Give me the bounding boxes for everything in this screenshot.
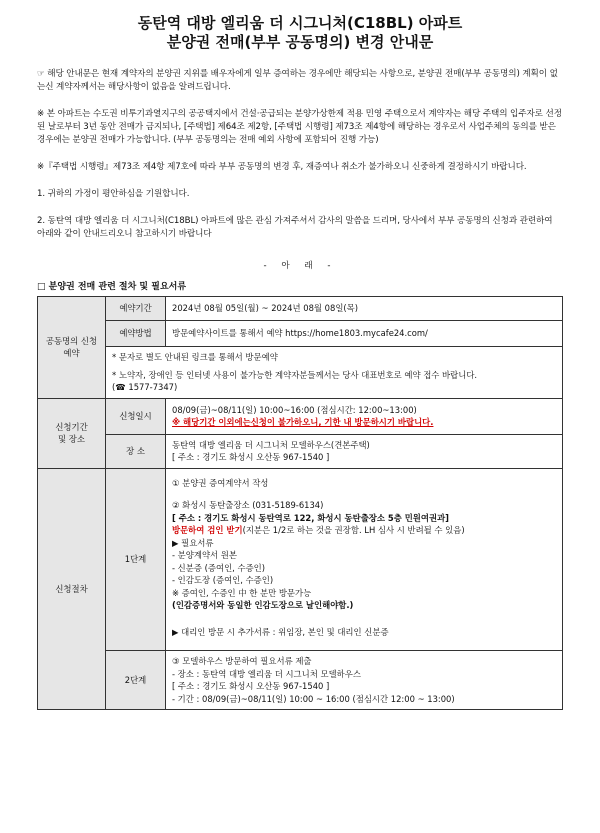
step1-line-d-red: 방문하여 검인 받기 (172, 525, 243, 535)
intro-paragraph-1: ☞ 해당 안내문은 현재 계약자의 분양권 지위를 배우자에게 일부 증여하는 경우에만 해당되는 사항으로, 분양권 전매(부부 공동명의) 계획이 없는신 계약자께서는 해당사항이 없음을 알려드립니다. (37, 69, 558, 92)
procedure-step1-label: 1단계 (106, 468, 166, 651)
reservation-method-label: 예약방법 (106, 321, 166, 347)
step1-line-d (172, 524, 556, 537)
step1-line-e: ▶ 필요서류 (172, 537, 214, 548)
intro-paragraph-2: ※ 본 아파트는 수도권 비투기과열지구의 공공택지에서 건설·공급되는 분양가상한제 적용 민영 주택으로서 계약자는 해당 주택의 입주자로 선정된 날로부터 3년 동안 전매가 금지되나, [주택법] 제64조 제2항, [주택법 시행령] 제73조 제4항에 해당하는 경우로서 사업주체의 동의를 받은 경우에는 분양권 전매가 가능합니다. (부부 공동명의는 전매 예외 사항에 포함되어 진행 가능) (37, 109, 562, 145)
reservation-notes (106, 347, 563, 399)
schedule-place-value-2: [ 주소 : 경기도 화성시 오산동 967-1540 ] (172, 452, 330, 462)
schedule-date-label: 신청일시 (106, 398, 166, 434)
step1-line-a: ① 분양권 증여계약서 작성 (172, 477, 269, 488)
procedure-outer-label: 신청절차 (38, 468, 106, 710)
reservation-method-value[interactable]: 방문예약사이트를 통해서 예약 https://home1803.mycafe24.com/ (166, 321, 563, 347)
reservation-period-value: 2024년 08월 05일(월) ~ 2024년 08월 08일(목) (166, 297, 563, 321)
schedule-outer-label-1: 신청기간 (55, 421, 88, 432)
schedule-date-value: 08/09(금)~08/11(일) 10:00~16:00 (점심시간: 12:00~13:00) (172, 404, 417, 415)
step1-line-b: ② 화성시 동탄출장소 (031-5189-6134) (172, 500, 324, 510)
step2-line-a: ③ 모델하우스 방문하여 필요서류 제출 (172, 656, 312, 666)
below-marker: - 아 래 - (263, 261, 337, 271)
reservation-period-label: 예약기간 (106, 297, 166, 321)
procedure-table (37, 296, 563, 710)
schedule-date-warning: ※ 해당기간 이외에는신청이 불가하오니, 기한 내 방문하시기 바랍니다. (172, 417, 434, 427)
step1-line-g: - 신분증 (증여인, 수증인) (172, 562, 266, 573)
reservation-outer-label: 공동명의 신청 예약 (38, 297, 106, 399)
schedule-place-label: 장 소 (106, 434, 166, 468)
step2-line-b: - 장소 : 동탄역 대방 엘리움 더 시그니처 모델하우스 (172, 668, 361, 679)
schedule-outer-label-2: 및 장소 (58, 434, 85, 444)
step1-line-h: - 인감도장 (증여인, 수증인) (172, 575, 274, 585)
procedure-step2-cell (166, 651, 563, 710)
schedule-place-cell (166, 434, 563, 468)
schedule-date-cell (166, 398, 563, 434)
schedule-outer-label (38, 398, 106, 468)
schedule-place-value-1: 동탄역 대방 엘리움 더 시그니처 모델하우스(견본주택) (172, 439, 370, 450)
procedure-step2-label: 2단계 (106, 651, 166, 710)
step1-line-d-rest: (지분은 1/2로 하는 것을 권장함. LH 심사 시 반려될 수 있음) (242, 525, 465, 535)
reservation-note-1: * 문자로 별도 안내된 링크를 통해서 방문예약 (112, 352, 278, 362)
intro-paragraph-3: ※『주택법 시행령』제73조 제4항 제7호에 따라 부부 공동명의 변경 후, 재증여나 취소가 불가하오니 신중하게 결정하시기 바랍니다. (37, 162, 527, 172)
reservation-note-2: * 노약자, 장애인 등 인터넷 사용이 불가능한 계약자분들께서는 당사 대표번호로 예약 접수 바랍니다. (112, 369, 478, 380)
step1-line-k: ▶ 대리인 방문 시 추가서류 : 위임장, 본인 및 대리인 신분증 (172, 626, 389, 637)
reservation-note-3: (☎ 1577-7347) (112, 382, 178, 392)
procedure-step1-cell (166, 468, 563, 651)
intro-paragraph-5: 2. 동탄역 대방 엘리움 더 시그니처(C18BL) 아파트에 많은 관심 가져주셔서 감사의 말씀을 드리며, 당사에서 부부 공동명의 신청과 관련하여 아래와 같이 안내드리오니 참고하시기 바랍니다 (37, 216, 553, 239)
step1-line-i: ※ 증여인, 수증인 中 한 분만 방문가능 (172, 587, 312, 598)
document-title-line1: 동탄역 대방 엘리움 더 시그니처(C18BL) 아파트 (137, 14, 463, 32)
step1-line-j: (인감증명서와 동일한 인감도장으로 날인해야함.) (172, 600, 354, 610)
section-heading: □ 분양권 전매 관련 절차 및 필요서류 (37, 282, 187, 292)
intro-paragraph-4: 1. 귀하의 가정이 평안하심을 기원합니다. (37, 189, 190, 199)
step1-line-f: - 분양계약서 원본 (172, 550, 237, 560)
step1-line-c: [ 주소 : 경기도 화성시 동탄역로 122, 화성시 동탄출장소 5층 민원여권과] (172, 512, 449, 523)
step2-line-d: - 기간 : 08/09(금)~08/11(일) 10:00 ~ 16:00 (점심시간 12:00 ~ 13:00) (172, 693, 455, 704)
step2-line-c: [ 주소 : 경기도 화성시 오산동 967-1540 ] (172, 681, 330, 691)
document-title-line2: 분양권 전매(부부 공동명의) 변경 안내문 (166, 33, 434, 51)
